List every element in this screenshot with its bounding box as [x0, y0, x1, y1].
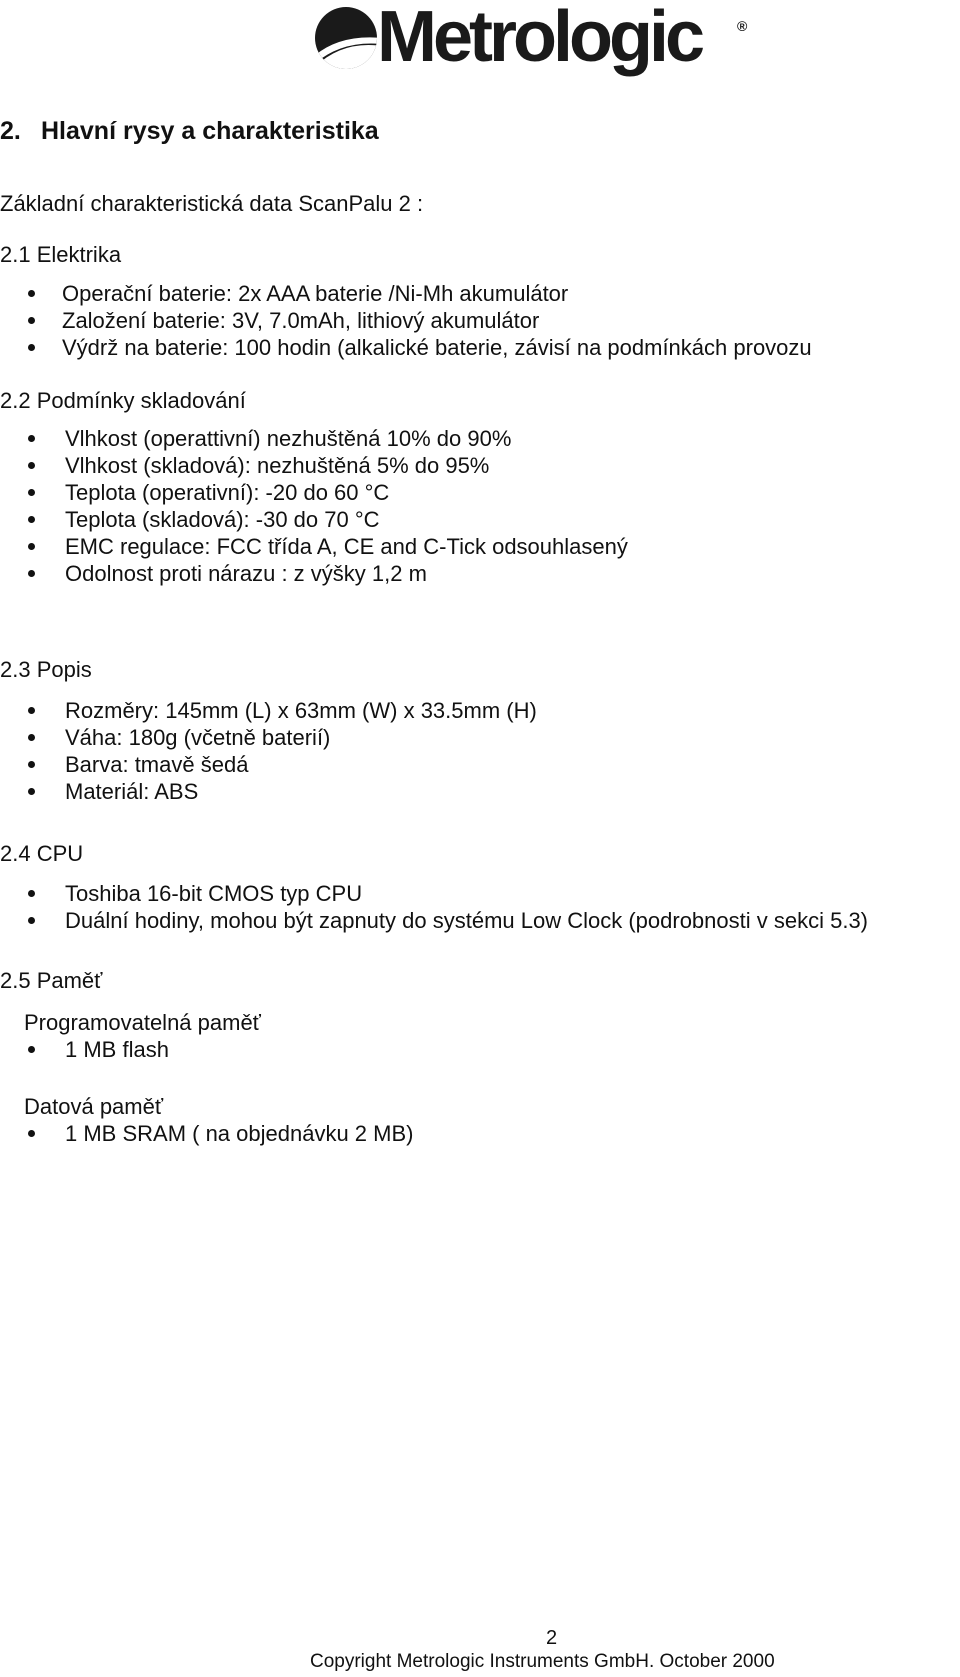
- list-item: Výdrž na baterie: 100 hodin (alkalické baterie, závisí na podmínkách provozu: [62, 334, 812, 362]
- description-list: [65, 697, 537, 806]
- list-item: Vlhkost (operattivní) nezhuštěná 10% do 90%: [65, 425, 628, 453]
- bullet-icon: [28, 761, 35, 768]
- list-item: Váha: 180g (včetně baterií): [65, 724, 537, 752]
- list-item: Duální hodiny, mohou být zapnuty do systému Low Clock (podrobnosti v sekci 5.3): [65, 907, 868, 935]
- section-title-electrics: 2.1 Elektrika: [0, 242, 122, 267]
- registered-mark: ®: [737, 18, 748, 34]
- bullet-icon: [28, 570, 35, 577]
- data-memory-label: Datová paměť: [24, 1094, 164, 1119]
- list-item: Operační baterie: 2x AAA baterie /Ni-Mh akumulátor: [62, 280, 812, 308]
- program-memory-list: [65, 1036, 169, 1064]
- bullet-icon: [28, 788, 35, 795]
- bullet-icon: [28, 734, 35, 741]
- heading-number: 2.: [0, 117, 21, 145]
- list-item: Odolnost proti nárazu : z výšky 1,2 m: [65, 560, 628, 588]
- section-title-storage: 2.2 Podmínky skladování: [0, 388, 246, 413]
- bullet-icon: [28, 462, 35, 469]
- page-title: [0, 117, 379, 146]
- list-item: Vlhkost (skladová): nezhuštěná 5% do 95%: [65, 452, 628, 480]
- bullet-icon: [28, 917, 35, 924]
- list-item: Teplota (skladová): -30 do 70 °C: [65, 506, 628, 534]
- logo-wordmark: Metrologic: [377, 0, 702, 77]
- logo-globe-icon: [312, 0, 382, 78]
- list-item: EMC regulace: FCC třída A, CE and C-Tick odsouhlasený: [65, 533, 628, 561]
- heading-text: Hlavní rysy a charakteristika: [41, 117, 379, 145]
- metrologic-logo: [312, 0, 757, 78]
- list-item: Barva: tmavě šedá: [65, 751, 537, 779]
- cpu-list: [65, 880, 868, 935]
- bullet-icon: [28, 1046, 35, 1053]
- section-title-cpu: 2.4 CPU: [0, 841, 84, 866]
- storage-list: [65, 425, 628, 588]
- list-item: Rozměry: 145mm (L) x 63mm (W) x 33.5mm (H): [65, 697, 537, 725]
- bullet-icon: [28, 344, 35, 351]
- section-title-description: 2.3 Popis: [0, 657, 92, 682]
- program-memory-label: Programovatelná paměť: [24, 1010, 261, 1035]
- list-item: 1 MB SRAM ( na objednávku 2 MB): [65, 1120, 413, 1148]
- bullet-icon: [28, 290, 35, 297]
- intro-text: Základní charakteristická data ScanPalu 2 :: [0, 191, 424, 216]
- page-number: 2: [546, 1627, 558, 1649]
- bullet-icon: [28, 489, 35, 496]
- list-item: Toshiba 16-bit CMOS typ CPU: [65, 880, 868, 908]
- bullet-icon: [28, 543, 35, 550]
- bullet-icon: [28, 890, 35, 897]
- section-title-memory: 2.5 Paměť: [0, 968, 103, 993]
- list-item: Založení baterie: 3V, 7.0mAh, lithiový akumulátor: [62, 307, 812, 335]
- bullet-icon: [28, 707, 35, 714]
- copyright-footer: Copyright Metrologic Instruments GmbH. October 2000: [310, 1651, 775, 1672]
- bullet-icon: [28, 317, 35, 324]
- data-memory-list: [65, 1120, 413, 1148]
- bullet-icon: [28, 1130, 35, 1137]
- bullet-icon: [28, 435, 35, 442]
- list-item: Teplota (operativní): -20 do 60 °C: [65, 479, 628, 507]
- bullet-icon: [28, 516, 35, 523]
- list-item: Materiál: ABS: [65, 778, 537, 806]
- list-item: 1 MB flash: [65, 1036, 169, 1064]
- electrics-list: [62, 280, 812, 362]
